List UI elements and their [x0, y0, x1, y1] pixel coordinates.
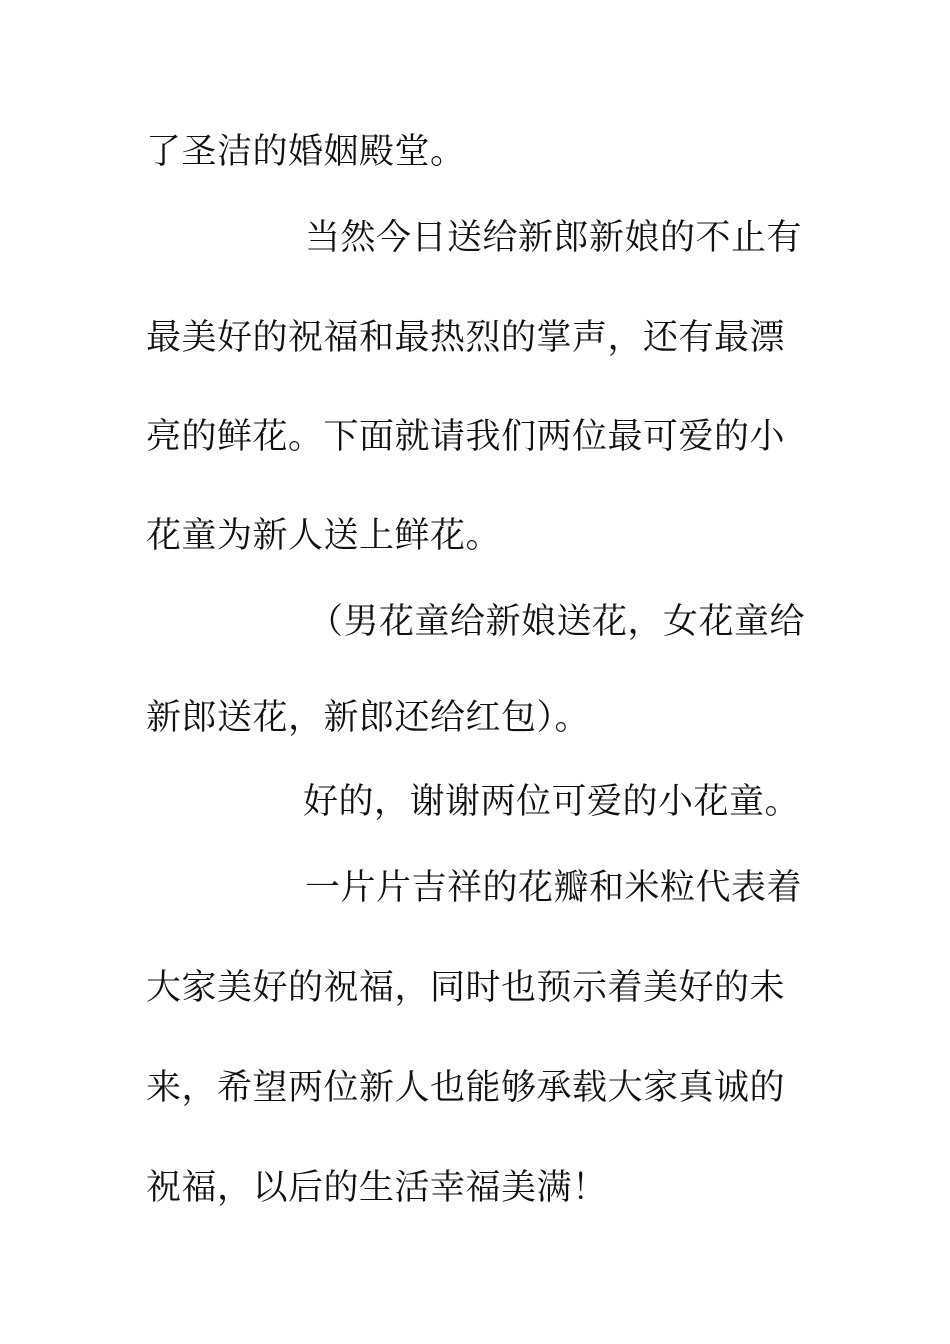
paragraph-line: 好的，谢谢两位可爱的小花童。: [303, 782, 801, 822]
paragraph-line: 了圣洁的婚姻殿堂。: [146, 132, 466, 172]
paragraph-line: 祝福，以后的生活幸福美满！: [146, 1168, 608, 1208]
paragraph-line: 最美好的祝福和最热烈的掌声，还有最漂: [146, 318, 786, 358]
paragraph-line: 一片片吉祥的花瓣和米粒代表着: [305, 868, 803, 908]
paragraph-line: 来，希望两位新人也能够承载大家真诚的: [146, 1068, 786, 1108]
stage-direction-line: 新郎送花，新郎还给红包）。: [146, 698, 591, 738]
paragraph-line: 亮的鲜花。下面就请我们两位最可爱的小: [146, 417, 786, 457]
paragraph-line: 花童为新人送上鲜花。: [146, 516, 502, 556]
stage-direction-line: （男花童给新娘送花，女花童给: [308, 602, 806, 642]
paragraph-line: 大家美好的祝福，同时也预示着美好的未: [146, 968, 786, 1008]
paragraph-line: 当然今日送给新郎新娘的不止有: [305, 218, 803, 258]
